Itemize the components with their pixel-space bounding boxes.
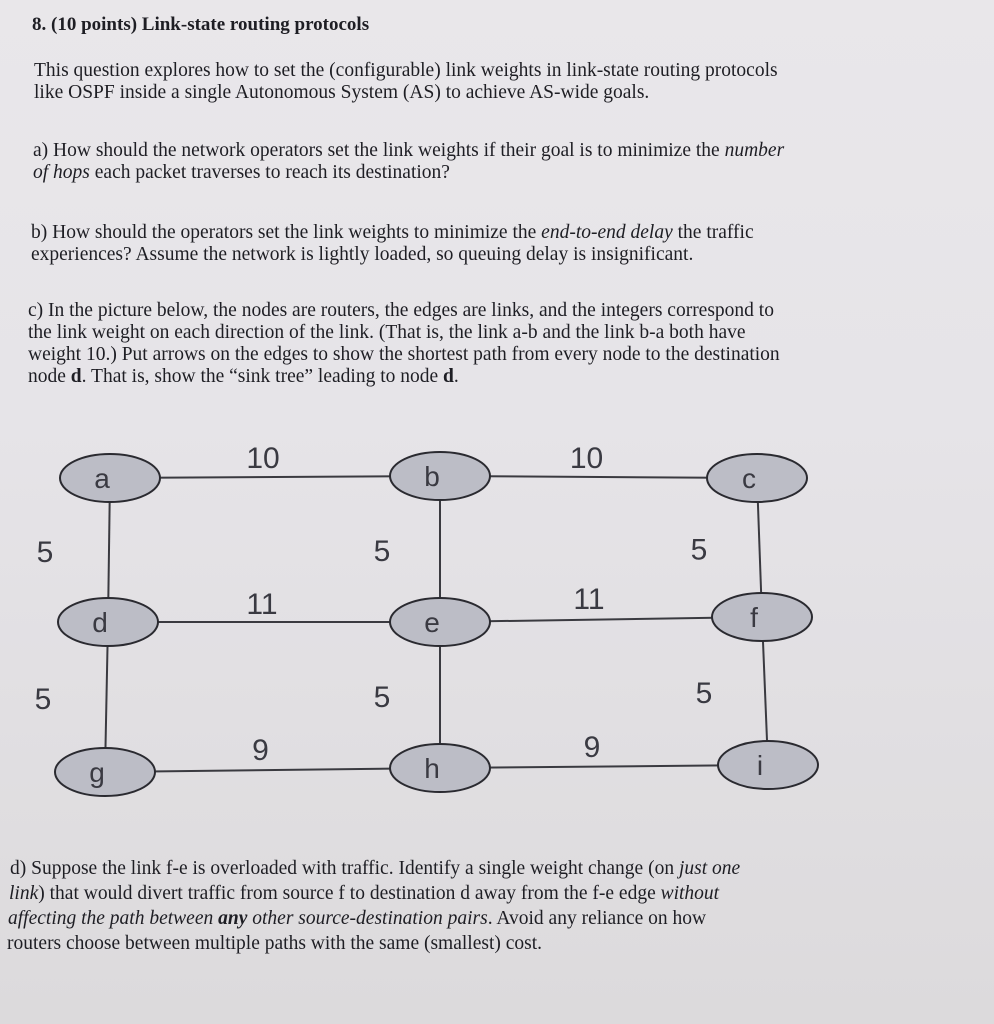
part-d-bold-any: any (218, 908, 248, 929)
router-node-shape-d (58, 598, 158, 646)
part-d-line-4 (7, 933, 542, 955)
router-node-g (55, 748, 155, 796)
edge-weight-d-e: 11 (246, 588, 278, 621)
part-d-line-2 (9, 883, 719, 905)
part-b-line-2 (31, 244, 693, 266)
edge-weight-c-f: 5 (690, 533, 708, 567)
part-c-text-3: weight 10.) Put arrows on the edges to show the shortest path from every node to the destination (28, 344, 780, 365)
router-node-shape-f (712, 593, 812, 641)
edge-weight-a-b: 10 (246, 442, 280, 475)
router-node-label-f: f (750, 602, 758, 633)
part-a-emphasis-2: of hops (33, 162, 90, 183)
part-d-emphasis-3: without (660, 883, 720, 904)
router-node-shape-a (60, 454, 160, 502)
part-d-emphasis-4: affecting the path between (8, 908, 219, 929)
part-a-emphasis: number (724, 140, 785, 161)
part-d-emphasis-1: just one (678, 858, 741, 879)
part-d-emphasis-2: link (9, 883, 39, 904)
intro-text-1: This question explores how to set the (configurable) link weights in link-state routing protocols (34, 60, 778, 81)
edge-weight-g-h: 9 (252, 734, 269, 767)
router-node-d (58, 598, 158, 646)
part-d-text-1: d) Suppose the link f-e is overloaded with traffic. Identify a single weight change (on (10, 858, 679, 879)
router-node-label-c: c (742, 463, 756, 494)
part-a-text-2: each packet traverses to reach its destination? (89, 162, 450, 183)
edge-weight-b-c: 10 (569, 442, 604, 475)
router-node-label-g: g (89, 757, 105, 788)
router-node-label-i: i (756, 750, 764, 781)
part-a-text: a) How should the network operators set the link weights if their goal is to minimize the (33, 140, 725, 161)
part-c-line-1 (28, 300, 774, 322)
router-node-b (390, 452, 490, 500)
router-node-label-e: e (424, 607, 440, 638)
question-title: 8. (10 points) Link-state routing protocols (32, 14, 370, 35)
router-node-shape-c (707, 454, 807, 502)
router-node-shape-e (390, 598, 490, 646)
router-node-label-b: b (424, 461, 440, 492)
part-d-emphasis-5: other source-destination pairs (247, 908, 488, 929)
intro-line-1 (34, 60, 778, 82)
part-c-text-4b: . That is, show the “sink tree” leading to node (81, 366, 444, 387)
router-node-shape-i (718, 741, 818, 789)
part-b-emphasis: end-to-end delay (541, 222, 673, 243)
part-a-line-1 (33, 140, 784, 162)
network-diagram (0, 430, 994, 840)
edge-weight-b-e: 5 (373, 535, 391, 568)
router-node-a (60, 454, 160, 502)
router-node-shape-h (390, 744, 490, 792)
part-c-line-4 (28, 366, 459, 388)
part-b-text-post: the traffic (672, 222, 754, 243)
part-c-line-3 (28, 344, 780, 366)
edge-weight-h-i: 9 (583, 731, 601, 764)
part-d-line-1 (10, 858, 740, 880)
router-node-label-a: a (94, 463, 110, 494)
part-c-text-2: the link weight on each direction of the link. (That is, the link a-b and the link b-a both have (28, 322, 746, 343)
router-node-shape-g (55, 748, 155, 796)
router-node-c (707, 454, 807, 502)
router-node-f (712, 593, 812, 641)
part-c-line-2 (28, 322, 746, 344)
edge-weight-e-h: 5 (373, 681, 391, 714)
part-d-text-2: ) that would divert traffic from source f to destination d away from the f-e edge (38, 883, 661, 904)
part-b-text: b) How should the operators set the link weights to minimize the (31, 222, 542, 243)
edge-weight-f-i: 5 (695, 677, 713, 710)
part-c-bold-d: d (70, 366, 82, 387)
part-c-text-4c: . (453, 366, 459, 387)
part-b-line-1 (31, 222, 754, 244)
part-d-text-4: routers choose between multiple paths with the same (smallest) cost. (7, 933, 543, 954)
part-c-text-4a: node (28, 366, 71, 387)
intro-line-2 (34, 82, 649, 104)
edge-weight-a-d: 5 (36, 536, 54, 569)
router-node-shape-b (390, 452, 490, 500)
router-node-label-h: h (424, 753, 440, 784)
part-b-text-2: experiences? Assume the network is lightly loaded, so queuing delay is insignificant. (31, 244, 694, 265)
part-d-line-3 (8, 908, 706, 930)
router-node-e (390, 598, 490, 646)
router-node-label-d: d (92, 607, 108, 638)
edge-weight-d-g: 5 (34, 683, 52, 716)
part-c-bold-d-2: d (443, 366, 454, 387)
part-c-text-1: c) In the picture below, the nodes are routers, the edges are links, and the integers correspond to (28, 300, 774, 321)
router-node-h (390, 744, 490, 792)
intro-text-2: like OSPF inside a single Autonomous System (AS) to achieve AS-wide goals. (34, 82, 650, 103)
router-node-i (718, 741, 818, 789)
part-d-text-3: . Avoid any reliance on how (487, 908, 707, 929)
part-a-line-2 (33, 162, 450, 184)
nodes-layer (55, 452, 818, 796)
edge-weight-e-f: 11 (573, 583, 605, 616)
